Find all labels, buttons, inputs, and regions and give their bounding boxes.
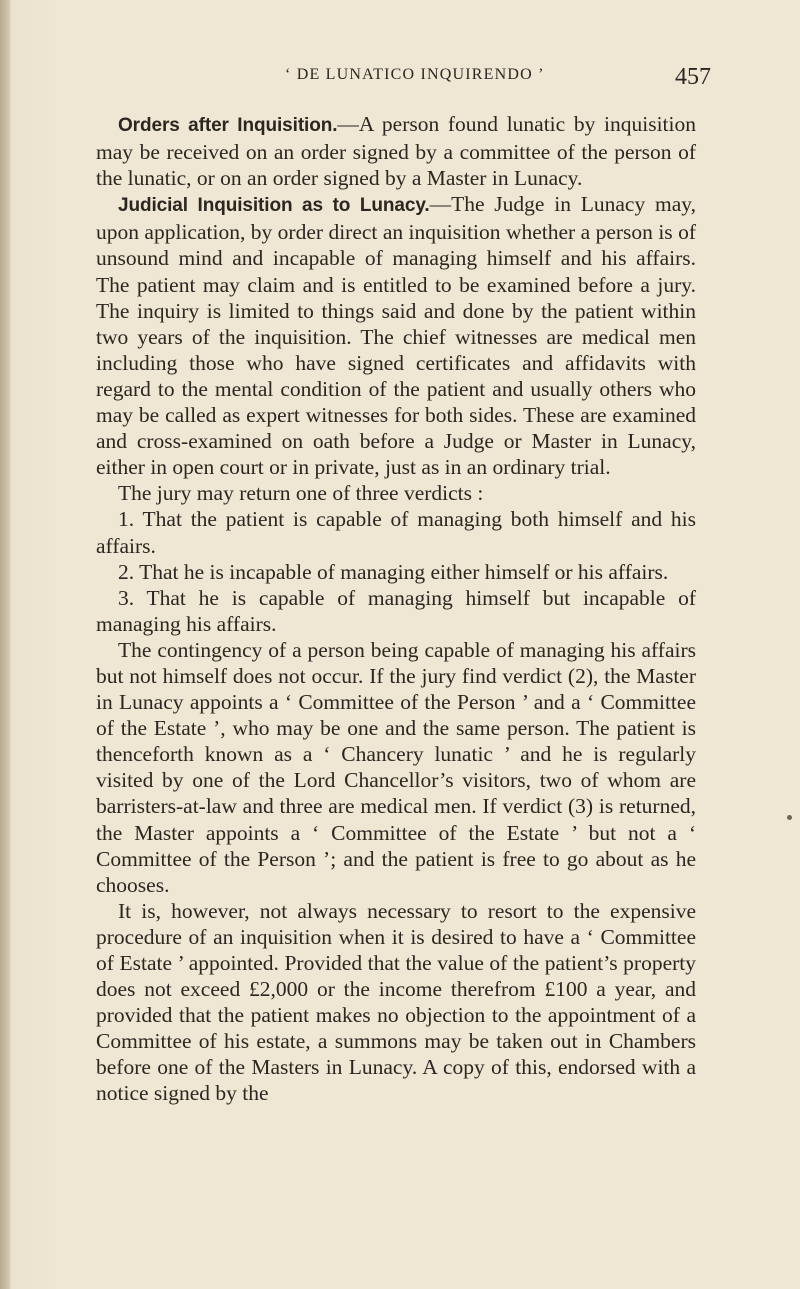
run-in-heading: Judicial Inquisition as to Lunacy.: [118, 195, 430, 217]
paragraph-text: —A person found lunatic by inquisition may be received on an order signed by a committee of the person of the lunatic, or on an order signed by a Master in Lunacy.: [96, 112, 696, 191]
paragraph-verdicts-intro: The jury may return one of three verdicts :: [118, 481, 484, 506]
paragraph-orders-after-inquisition: [96, 111, 696, 191]
margin-mark: [787, 815, 792, 820]
paragraph-contingency: The contingency of a person being capable of managing his affairs but not himself does not occur. If the jury find verdict (2), the Master in Lunacy appoints a ‘ Committee of the Person ’ and a ‘ Committee of the Estate ’, who may be one and the same person. The patient is thenceforth known as a ‘ Chancery lunatic ’ and he is regularly visited by one of the Lord Chancellor’s visitors, two of whom are barristers-at-law and three are medical men. If verdict (3) is returned, the Master appoints a ‘ Committee of the Estate ’ but not a ‘ Committee of the Person ’; and the patient is free to go about as he chooses.: [96, 637, 696, 897]
paragraph-text: —The Judge in Lunacy may, upon application, by order direct an inquisition whether a person is of unsound mind and incapable of managing himself and his affairs. The patient may claim and is entitled to be examined before a jury. The inquiry is limited to things said and done by the patient within two years of the inquisition. The chief witnesses are medical men including those who have signed certificates and affidavits with regard to the mental condition of the patient and usually others who may be called as expert witnesses for both sides. These are examined and cross-examined on oath before a Judge or Master in Lunacy, either in open court or in private, just as in an ordinary trial.: [96, 192, 696, 480]
page-header: [0, 64, 800, 94]
page-number: 457: [675, 64, 711, 90]
body-text: [96, 111, 696, 1107]
verdict-item-2: 2. That he is incapable of managing either himself or his affairs.: [118, 559, 669, 584]
run-in-heading: Orders after Inquisition.: [118, 115, 338, 136]
page-gutter: [0, 0, 10, 1289]
running-title: ‘ DE LUNATICO INQUIRENDO ’: [285, 66, 545, 83]
paragraph-judicial-inquisition: [96, 191, 696, 480]
verdict-item-3: 3. That he is capable of managing himself but incapable of managing his affairs.: [96, 585, 696, 636]
paragraph-committee-of-estate: It is, however, not always necessary to resort to the expensive procedure of an inquisition when it is desired to have a ‘ Committee of Estate ’ appointed. Provided that the value of the patient’s property does not exceed £2,000 or the income therefrom £100 a year, and provided that the patient makes no objection to the appointment of a Committee of his estate, a summons may be taken out in Chambers before one of the Masters in Lunacy. A copy of this, endorsed with a notice signed by the: [96, 898, 696, 1106]
verdict-item-1: 1. That the patient is capable of managing both himself and his affairs.: [96, 507, 696, 558]
